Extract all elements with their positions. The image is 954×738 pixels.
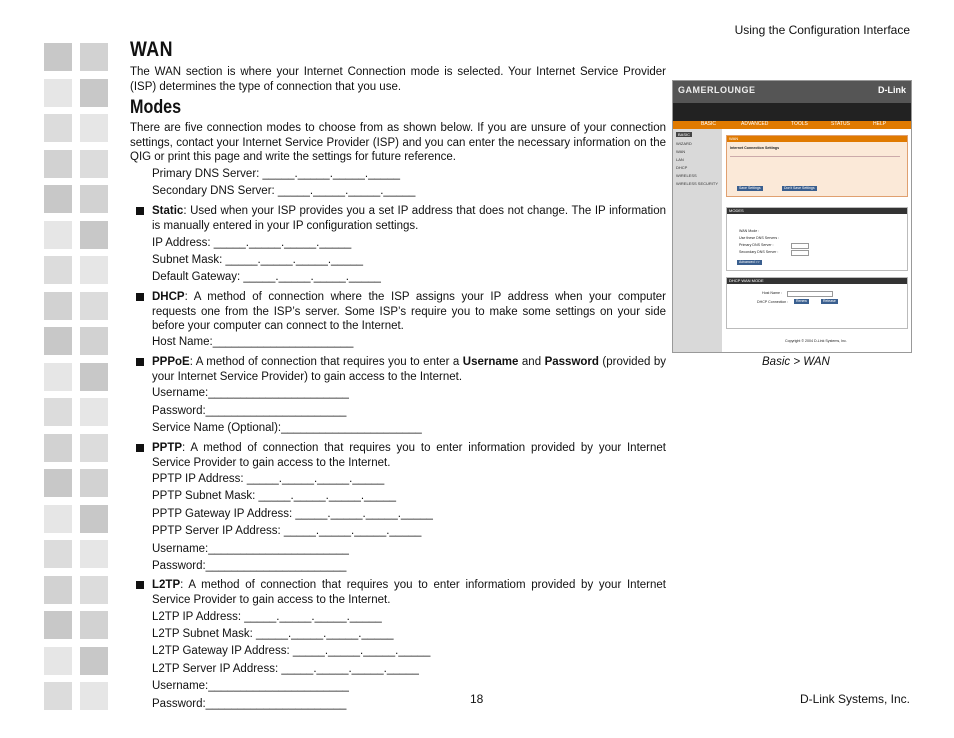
host-name-input[interactable] <box>787 291 833 297</box>
pppoe-password-line: Password:______________________ <box>152 405 347 417</box>
pptp-mask-line: PPTP Subnet Mask: _____._____._____._____ <box>152 490 397 502</box>
decorative-square <box>44 647 72 675</box>
decorative-square <box>80 611 108 639</box>
l2tp-server-line: L2TP Server IP Address: _____._____._____._____ <box>152 663 419 675</box>
l2tp-password-line: Password:______________________ <box>152 698 347 710</box>
l2tp-ip-line: L2TP IP Address: _____._____._____._____ <box>152 611 382 623</box>
pptp-ip-line: PPTP IP Address: _____._____._____._____ <box>152 473 385 485</box>
primary-dns-line: Primary DNS Server: _____._____._____._____ <box>152 168 401 180</box>
modes-paragraph: There are five connection modes to choose from as shown below. If you are unsure of your connection settings, contact your Internet Service Provider (ISP) and you can enter the necessary information on the QIG or print this page and write the settings for future reference. <box>130 122 666 163</box>
primary-dns-label: Primary DNS Server : <box>739 243 774 247</box>
wan-box-subtitle: Internet Connection Settings <box>730 146 780 150</box>
secondary-dns-label: Secondary DNS Server : <box>739 250 779 254</box>
decorative-square <box>80 363 108 391</box>
tab-advanced[interactable]: ADVANCED <box>741 121 769 127</box>
decorative-square <box>44 398 72 426</box>
decorative-square <box>44 327 72 355</box>
l2tp-description: L2TP: A method of connection that requires you to enter informatiom provided by your Internet Service Provider to gain access to the Internet. <box>152 579 666 606</box>
dhcp-mode-box <box>726 277 908 329</box>
wan-settings-box <box>726 135 908 197</box>
wan-mode-label: WAN Mode : <box>739 229 760 233</box>
pppoe-service-line: Service Name (Optional):______________________ <box>152 422 422 434</box>
bullet-dhcp <box>136 293 144 301</box>
screenshot-banner <box>673 81 911 103</box>
decorative-square <box>80 221 108 249</box>
sidebar-item-wireless-security[interactable]: WIRELESS SECURITY <box>676 181 719 186</box>
screenshot-tabs <box>673 121 911 129</box>
decorative-square <box>80 576 108 604</box>
bullet-static <box>136 207 144 215</box>
decorative-square <box>80 682 108 710</box>
decorative-square <box>44 682 72 710</box>
intro-paragraph: The WAN section is where your Internet Connection mode is selected. Your Internet Service Provider (ISP) determines the type of connection that you use. <box>130 66 666 93</box>
decorative-square <box>44 611 72 639</box>
decorative-square <box>44 221 72 249</box>
use-dns-label: Use these DNS Servers : <box>739 236 780 240</box>
decorative-square <box>80 505 108 533</box>
sidebar-item-lan[interactable]: LAN <box>676 157 684 162</box>
decorative-square <box>44 79 72 107</box>
tab-tools[interactable]: TOOLS <box>791 121 808 127</box>
decorative-square <box>44 292 72 320</box>
pptp-username-line: Username:______________________ <box>152 543 349 555</box>
page-number: 18 <box>470 692 484 706</box>
sidebar-item-wizard[interactable]: WIZARD <box>676 141 692 146</box>
bullet-l2tp <box>136 581 144 589</box>
decorative-square <box>80 43 108 71</box>
decorative-square <box>44 363 72 391</box>
decorative-square <box>44 576 72 604</box>
host-name-label: Host Name : <box>762 291 782 295</box>
static-description: Static: Used when your ISP provides you a set IP address that does not change. The IP information is manually entered in your IP configuration settings. <box>152 205 666 232</box>
l2tp-gateway-line: L2TP Gateway IP Address: _____._____._____._____ <box>152 645 431 657</box>
decorative-square <box>80 114 108 142</box>
running-header: Using the Configuration Interface <box>734 23 910 37</box>
pppoe-username-line: Username:______________________ <box>152 387 349 399</box>
decorative-square <box>44 469 72 497</box>
decorative-square <box>80 647 108 675</box>
decorative-square <box>80 469 108 497</box>
modes-box-header: MODES <box>727 208 907 214</box>
decorative-square <box>44 185 72 213</box>
static-ip-line: IP Address: _____._____._____._____ <box>152 237 352 249</box>
screenshot-copyright: Copyright © 2004 D-Link Systems, Inc. <box>785 339 847 343</box>
save-settings-button[interactable]: Save Settings <box>739 186 761 190</box>
static-gateway-line: Default Gateway: _____._____._____._____ <box>152 271 381 283</box>
decorative-square <box>80 256 108 284</box>
bullet-pptp <box>136 444 144 452</box>
sidebar-item-wan[interactable]: WAN <box>676 149 686 154</box>
tab-help[interactable]: HELP <box>873 121 887 127</box>
decorative-square <box>80 327 108 355</box>
sidebar-item-dhcp[interactable]: DHCP <box>676 165 688 170</box>
decorative-square <box>80 79 108 107</box>
dlink-logo: D-Link <box>878 85 906 95</box>
renew-button[interactable]: Renew <box>796 299 807 303</box>
tab-status[interactable]: STATUS <box>831 121 850 127</box>
dhcp-box-header: DHCP WAN MODE <box>727 278 907 284</box>
router-screenshot <box>672 80 912 353</box>
decorative-square <box>44 256 72 284</box>
l2tp-username-line: Username:______________________ <box>152 680 349 692</box>
decorative-square <box>44 540 72 568</box>
page-title: WAN <box>130 38 173 61</box>
decorative-square <box>80 398 108 426</box>
tab-basic[interactable]: BASIC <box>701 121 717 127</box>
secondary-dns-input[interactable] <box>791 250 809 256</box>
sidebar-item-basic[interactable]: BASIC <box>678 132 691 137</box>
decorative-square <box>80 150 108 178</box>
pptp-password-line: Password:______________________ <box>152 560 347 572</box>
footer-company: D-Link Systems, Inc. <box>799 692 910 706</box>
dhcp-host-line: Host Name:______________________ <box>152 336 354 348</box>
modes-heading: Modes <box>130 97 182 118</box>
decorative-square <box>44 434 72 462</box>
pptp-server-line: PPTP Server IP Address: _____._____._____._____ <box>152 525 422 537</box>
l2tp-mask-line: L2TP Subnet Mask: _____._____._____._____ <box>152 628 394 640</box>
wan-box-description <box>730 156 900 179</box>
decorative-square <box>44 43 72 71</box>
dont-save-button[interactable]: Don't Save Settings <box>784 186 815 190</box>
decorative-square <box>44 150 72 178</box>
figure-caption: Basic > WAN <box>762 356 830 368</box>
gamerlounge-logo: GAMERLOUNGE <box>678 85 756 95</box>
decorative-square <box>80 292 108 320</box>
decorative-square <box>44 505 72 533</box>
sidebar-item-wireless[interactable]: WIRELESS <box>676 173 697 178</box>
decorative-square <box>80 185 108 213</box>
release-button[interactable]: Release <box>823 299 836 303</box>
pptp-gateway-line: PPTP Gateway IP Address: _____._____._____._____ <box>152 508 433 520</box>
primary-dns-input[interactable] <box>791 243 809 249</box>
dhcp-description: DHCP: A method of connection where the ISP assigns your IP address when your computer requests one from the ISP’s server. Some ISP’s require you to make some settings on your side before your computer can connect to the Internet. <box>152 291 666 332</box>
static-mask-line: Subnet Mask: _____._____._____._____ <box>152 254 364 266</box>
bullet-pppoe <box>136 358 144 366</box>
decorative-square <box>80 434 108 462</box>
decorative-square <box>80 540 108 568</box>
pppoe-description: PPPoE: A method of connection that requires you to enter a Username and Password (provided by your Internet Service Provider) to gain access to the Internet. <box>152 356 666 383</box>
modes-box <box>726 207 908 271</box>
screenshot-sidebar <box>673 129 722 352</box>
wan-box-header: WAN <box>727 136 907 142</box>
dhcp-connection-label: DHCP Connection : <box>757 300 789 304</box>
advanced-button[interactable]: Advanced >> <box>739 260 760 264</box>
screenshot-subbanner <box>673 103 911 121</box>
secondary-dns-line: Secondary DNS Server: _____._____._____._____ <box>152 185 416 197</box>
pptp-description: PPTP: A method of connection that requires you to enter information provided by your Internet Service Provider to gain access to the Internet. <box>152 442 666 469</box>
decorative-square <box>44 114 72 142</box>
